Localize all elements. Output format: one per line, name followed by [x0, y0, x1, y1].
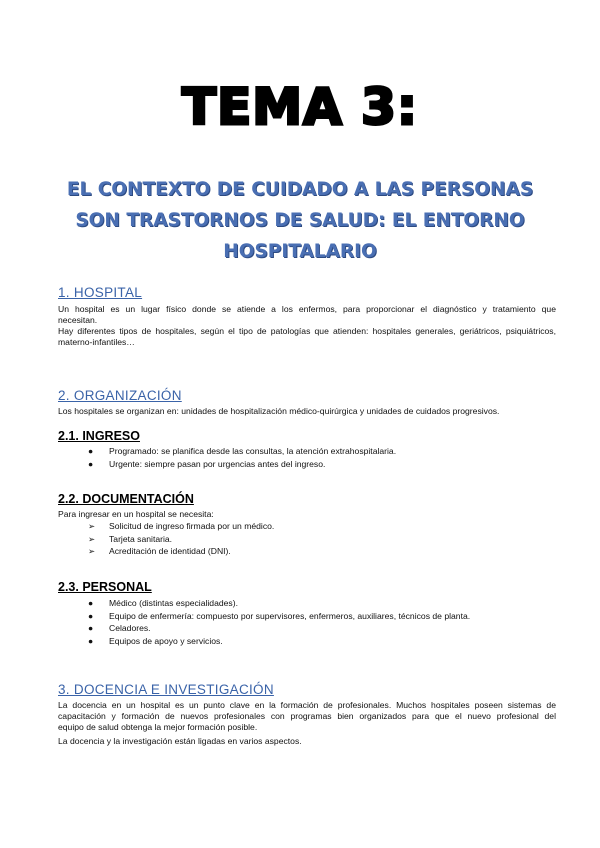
list-item: ● Equipos de apoyo y servicios. [88, 635, 223, 646]
list-item: ● Médico (distintas especialidades). [88, 598, 238, 608]
arrow-icon: ➢ [88, 546, 96, 556]
subsection-heading-personal: 2.3. PERSONAL [58, 580, 152, 594]
section-heading-hospital: 1. HOSPITAL [58, 285, 143, 300]
page-title: TEMA 3: [182, 78, 418, 136]
bullet-icon: ● [88, 610, 94, 621]
subsection-heading-documentacion: 2.2. DOCUMENTACIÓN [58, 492, 194, 506]
ingreso-list [88, 445, 396, 470]
bullet-icon: ● [88, 446, 94, 456]
bullet-icon: ● [88, 458, 94, 469]
documentacion-list [88, 520, 274, 558]
list-item: ➢ Acreditación de identidad (DNI). [88, 546, 231, 556]
subtitle-line: SON TRASTORNOS DE SALUD: EL ENTORNO [75, 210, 525, 231]
hospital-paragraph-2: Hay diferentes tipos de hospitales, según el tipo de patologías que atienden: hospitales generales, geriátricos, psiquiátricos, materno-infantiles… [58, 326, 556, 347]
section-heading-organizacion: 2. ORGANIZACIÓN [58, 388, 182, 403]
bullet-icon: ● [88, 623, 94, 633]
list-item: ● Equipo de enfermería: compuesto por supervisores, enfermeros, auxiliares, técnicos de planta. [88, 610, 471, 621]
page-subtitle [60, 174, 540, 267]
list-item: ➢ Tarjeta sanitaria. [88, 533, 173, 544]
section-heading-docencia: 3. DOCENCIA E INVESTIGACIÓN [58, 682, 274, 697]
list-item: ● Programado: se planifica desde las consultas, la atención extrahospitalaria. [88, 446, 397, 456]
bullet-icon: ● [88, 635, 94, 646]
hospital-paragraph-1: Un hospital es un lugar físico donde se atiende a los enfermos, para proporcionar el diagnóstico y tratamiento que necesitan. [58, 304, 556, 325]
list-item: ● Urgente: siempre pasan por urgencias antes del ingreso. [88, 458, 326, 469]
list-item: ➢ Solicitud de ingreso firmada por un médico. [88, 521, 275, 531]
organizacion-paragraph: Los hospitales se organizan en: unidades de hospitalización médico-quirúrgica y unidades de cuidados progresivos. [58, 406, 500, 416]
documentacion-intro: Para ingresar en un hospital se necesita: [58, 509, 214, 519]
arrow-icon: ➢ [88, 533, 96, 544]
subtitle-line: HOSPITALARIO [223, 241, 377, 262]
docencia-paragraph-1: La docencia en un hospital es un punto clave en la formación de profesionales. Muchos hospitales poseen sistemas de capacitación y formación de nuevos profesionales con programas bien organizados para que el nuevo profesional del equipo de salud obtenga la mejor formación posible. [58, 700, 556, 732]
list-item: ● Celadores. [88, 623, 151, 633]
personal-list [88, 597, 470, 647]
arrow-icon: ➢ [88, 521, 96, 531]
subtitle-line: EL CONTEXTO DE CUIDADO A LAS PERSONAS [66, 179, 534, 200]
docencia-paragraph-2: La docencia y la investigación están ligadas en varios aspectos. [58, 736, 302, 746]
subsection-heading-ingreso: 2.1. INGRESO [58, 429, 140, 443]
bullet-icon: ● [88, 598, 94, 608]
